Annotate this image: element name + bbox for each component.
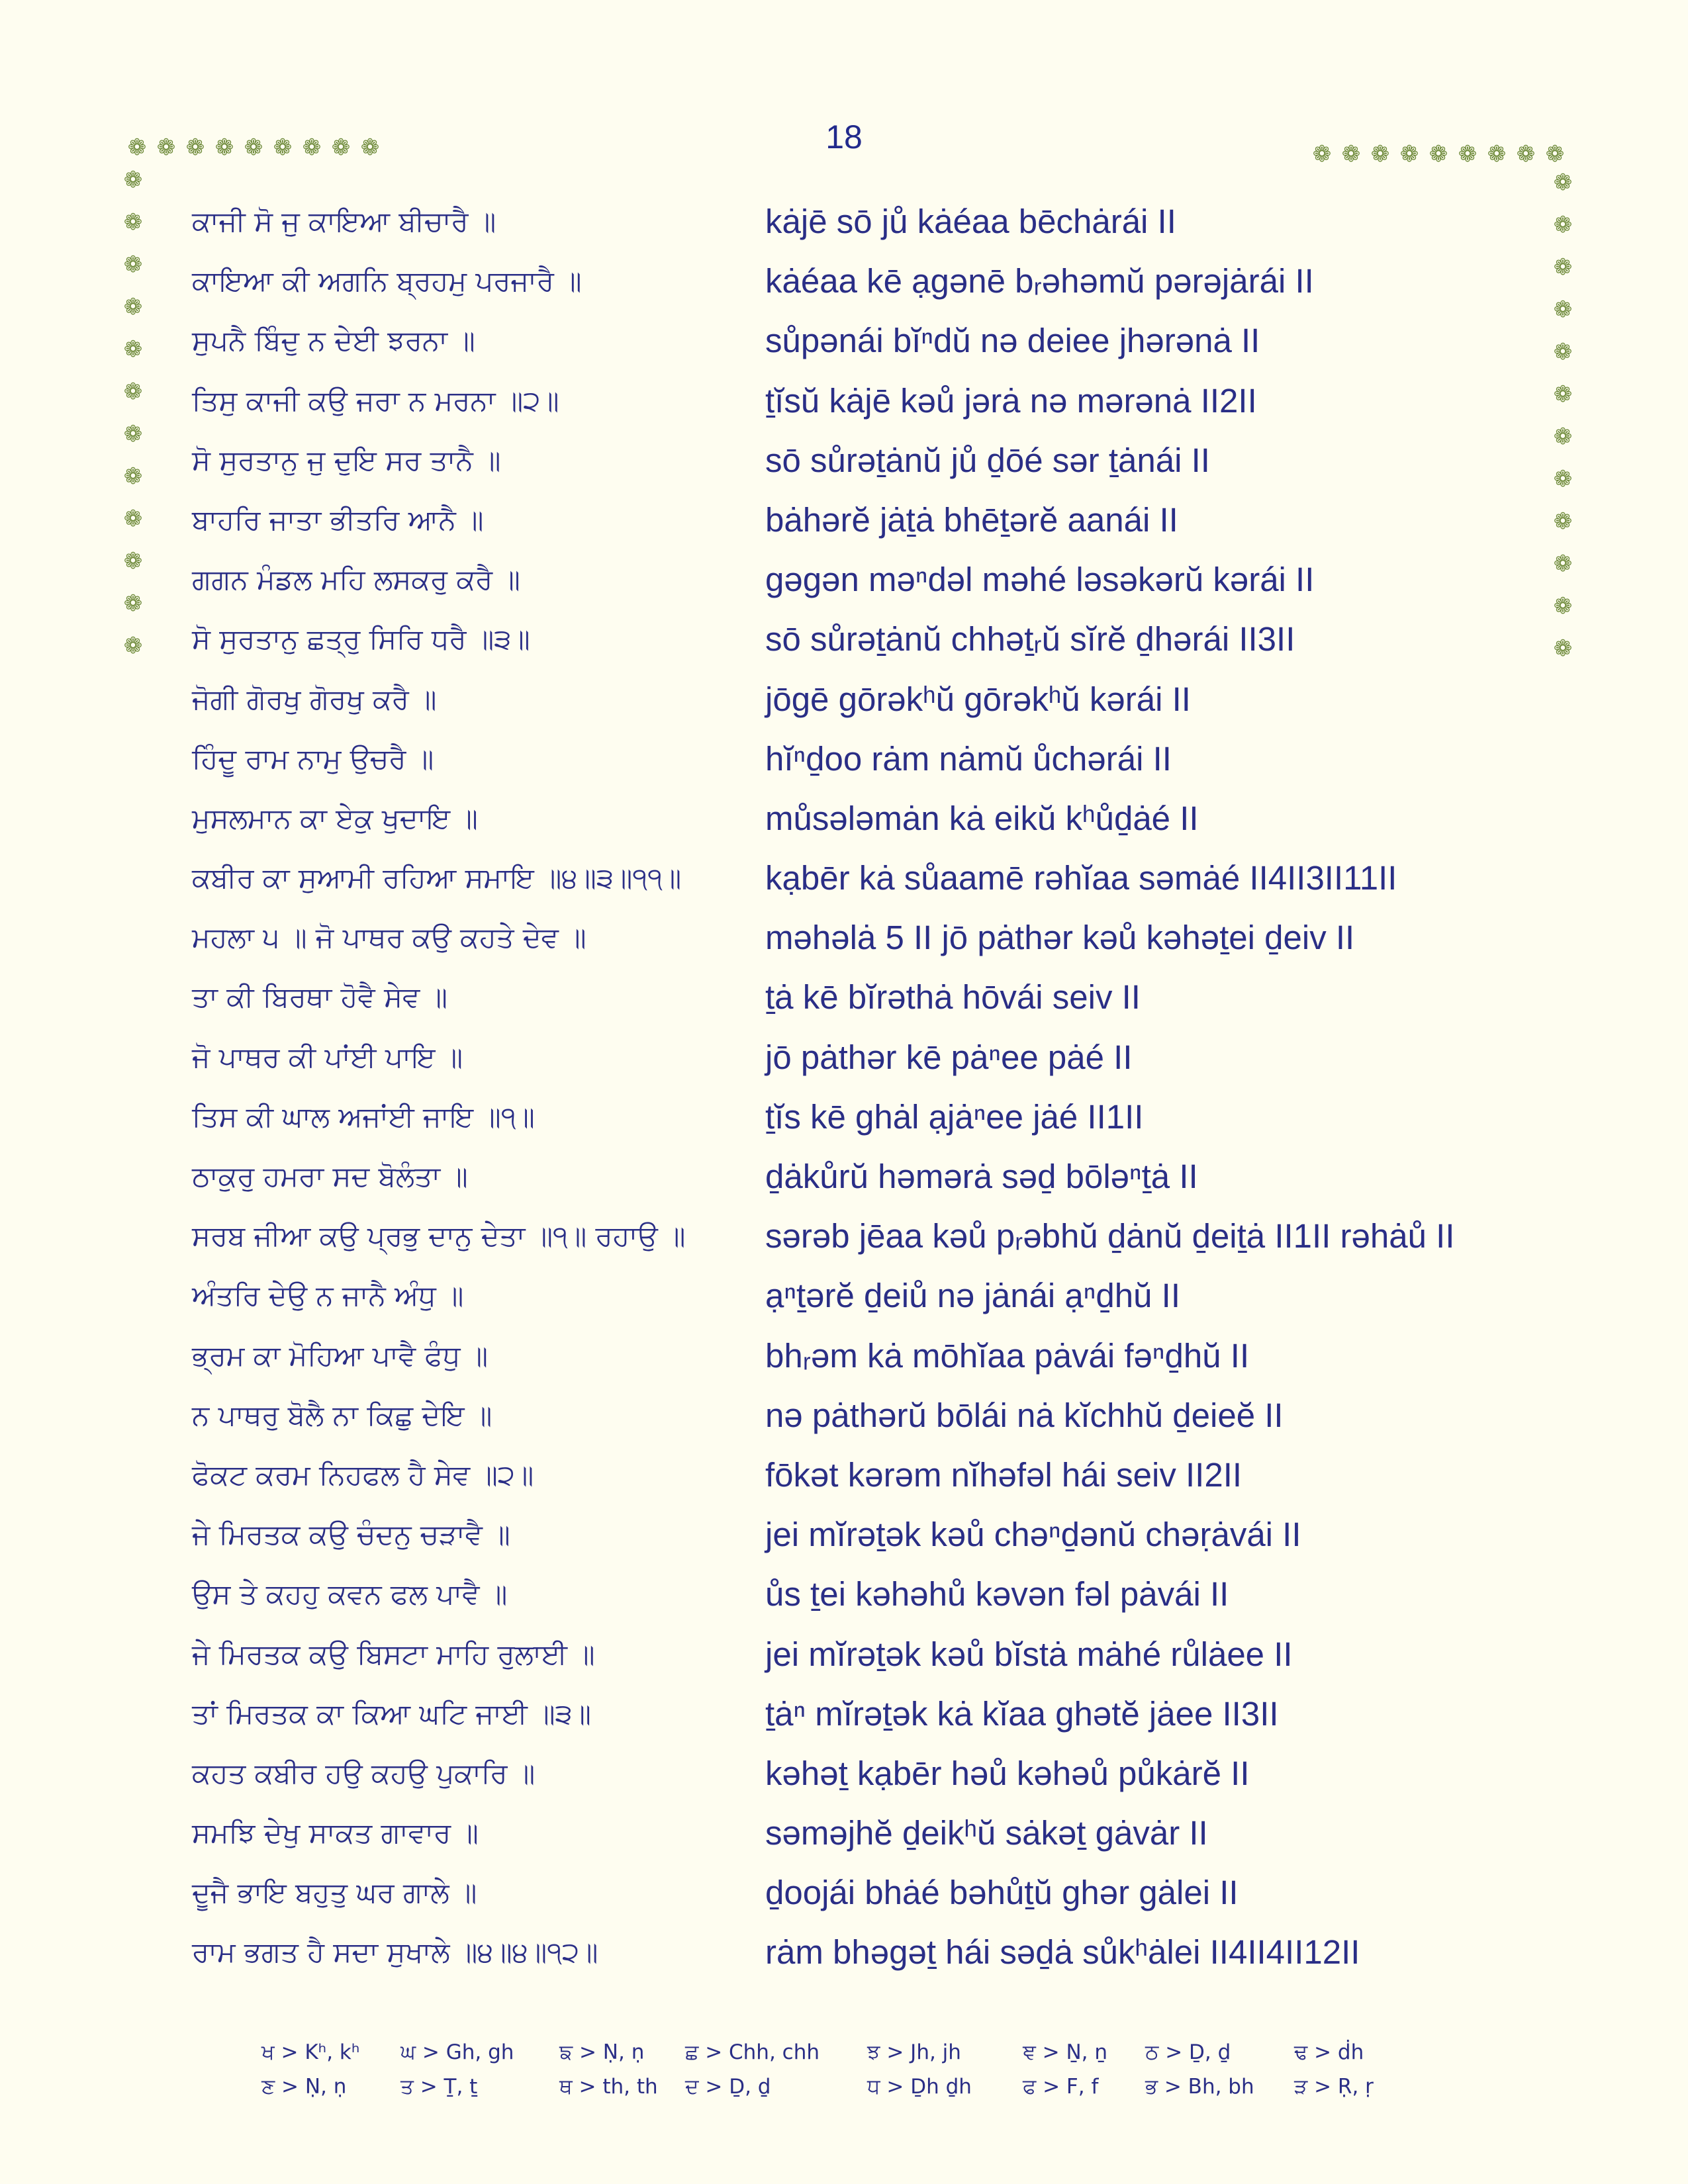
verse-row — [0, 1326, 1688, 1386]
verse-row — [0, 1565, 1688, 1624]
transliteration-line: kȧjē sō jů kȧéaa bēchȧrái II — [765, 203, 1176, 240]
transliteration-line: bhᵣəm kȧ mōhĭaa pȧvái fəⁿḏhŭ II — [765, 1336, 1250, 1375]
flower-icon: ❁ — [123, 548, 143, 574]
gurmukhi-line: ਕਾਇਆ ਕੀ ਅਗਨਿ ਬ੍ਰਹਮੁ ਪਰਜਾਰੈ ॥ — [192, 265, 582, 298]
gurmukhi-line: ਕਾਜੀ ਸੋ ਜੁ ਕਾਇਆ ਬੀਚਾਰੈ ॥ — [192, 205, 496, 238]
legend-item: ਤ > Ṯ, ṯ — [400, 2075, 478, 2099]
transliteration-line: sərəb jēaa kəů pᵣəbhŭ ḏȧnŭ ḏeiṯȧ II1II rəhȧů II — [765, 1217, 1455, 1255]
gurmukhi-line: ਮੁਸਲਮਾਨ ਕਾ ਏਕੁ ਖੁਦਾਇ ॥ — [192, 801, 478, 835]
verse-row — [0, 371, 1688, 431]
transliteration-line: ṯȧⁿ mĭrəṯək kȧ kĭaa ghətĕ jȧee II3II — [765, 1694, 1279, 1733]
flower-icon: ❁ — [123, 379, 143, 405]
flower-icon: ❁ — [1553, 466, 1573, 492]
flower-icon: ❁ — [1399, 141, 1419, 167]
legend-row — [0, 2035, 1688, 2070]
flower-icon: ❁ — [1487, 141, 1507, 167]
gurmukhi-line: ਸੋ ਸੁਰਤਾਨੁ ਛਤ੍ਰੁ ਸਿਰਿ ਧਰੈ ॥੩॥ — [192, 623, 530, 656]
gurmukhi-line: ਕਬੀਰ ਕਾ ਸੁਆਮੀ ਰਹਿਆ ਸਮਾਇ ॥੪॥੩॥੧੧॥ — [192, 862, 682, 895]
transliteration-line: hĭⁿḏoo rȧm nȧmŭ ůchərái II — [765, 739, 1172, 778]
legend-item: ਢ > ḋh — [1294, 2040, 1364, 2064]
gurmukhi-line: ਕਹਤ ਕਬੀਰ ਹਉ ਕਹਉ ਪੁਕਾਰਿ ॥ — [192, 1756, 536, 1790]
flower-icon: ❁ — [123, 167, 143, 193]
flower-icon: ❁ — [360, 134, 380, 161]
gurmukhi-line: ਰਾਮ ਭਗਤ ਹੈ ਸਦਾ ਸੁਖਾਲੇ ॥੪॥੪॥੧੨॥ — [192, 1936, 598, 1969]
verse-row — [0, 1625, 1688, 1684]
transliteration-line: kȧéaa kē ạgənē bᵣəhəmŭ pərəjȧrái II — [765, 262, 1314, 300]
gurmukhi-line: ਸੁਪਨੈ ਬਿੰਦੁ ਨ ਦੇਈ ਝਰਨਾ ॥ — [192, 324, 475, 357]
transliteration-line: ḏȧkůrŭ həmərȧ səḏ bōləⁿṯȧ II — [765, 1158, 1198, 1195]
gurmukhi-line: ਤਾਂ ਮਿਰਤਕ ਕਾ ਕਿਆ ਘਟਿ ਜਾਈ ॥੩॥ — [192, 1697, 591, 1730]
transliteration-line: jei mĭrəṯək kəů bĭstȧ mȧhé růlȧee II — [765, 1635, 1293, 1673]
verse-row — [0, 1087, 1688, 1147]
flower-icon: ❁ — [1341, 141, 1361, 167]
legend-item: ੜ > Ṛ, ṛ — [1294, 2075, 1374, 2099]
transliteration-line: sō sůrəṯȧnŭ chhəṯᵣŭ sĭrĕ ḏhərái II3II — [765, 620, 1295, 659]
flower-icon: ❁ — [331, 134, 351, 161]
verse-row — [0, 610, 1688, 669]
flower-icon: ❁ — [1553, 169, 1573, 196]
transliteration-line: kəhəṯ kạbēr həů kəhəů půkȧrĕ II — [765, 1754, 1250, 1792]
legend-item: ਛ > Chh, chh — [685, 2040, 820, 2064]
verse-row — [0, 1505, 1688, 1565]
flower-icon: ❁ — [1553, 381, 1573, 408]
verse-row — [0, 1266, 1688, 1326]
gurmukhi-line: ਤਾ ਕੀ ਬਿਰਥਾ ਹੋਵੈ ਸੇਵ ॥ — [192, 981, 447, 1014]
flower-icon: ❁ — [1516, 141, 1536, 167]
verse-row — [0, 1863, 1688, 1923]
flower-icon: ❁ — [302, 134, 322, 161]
verse-row — [0, 968, 1688, 1027]
verse-row — [0, 431, 1688, 490]
transliteration-line: ḏoojái bhȧé bəhůṯŭ ghər gȧlei II — [765, 1874, 1239, 1912]
legend-item: ਠ > Ḏ, ḏ — [1145, 2040, 1231, 2064]
transliteration-line: můsələmȧn kȧ eikŭ kʰůḏȧé II — [765, 799, 1199, 837]
verse-row — [0, 1803, 1688, 1863]
transliteration-line: bȧhərĕ jȧṯȧ bhēṯərĕ aanái II — [765, 500, 1178, 539]
transliteration-line: jō pȧthər kē pȧⁿee pȧé II — [765, 1038, 1133, 1076]
verse-row — [0, 789, 1688, 848]
legend-row — [0, 2070, 1688, 2104]
flower-icon: ❁ — [123, 633, 143, 659]
flower-icon: ❁ — [127, 134, 147, 161]
legend-item: ਝ > Jh, jh — [867, 2040, 961, 2064]
gurmukhi-line: ਅੰਤਰਿ ਦੇਉ ਨ ਜਾਨੈ ਅੰਧੁ ॥ — [192, 1279, 464, 1312]
verse-row — [0, 908, 1688, 968]
legend-item: ਫ > F, f — [1023, 2075, 1099, 2099]
transliteration-line: gəgən məⁿdəl məhé ləsəkərŭ kərái II — [765, 561, 1315, 599]
transliteration-line: jei mĭrəṯək kəů chəⁿḏənŭ chəṛȧvái II — [765, 1516, 1301, 1554]
gurmukhi-line: ਤਿਸ ਕੀ ਘਾਲ ਅਜਾਂਈ ਜਾਇ ॥੧॥ — [192, 1100, 535, 1133]
flower-icon: ❁ — [214, 134, 234, 161]
flower-icon: ❁ — [123, 421, 143, 447]
legend-item: ਘ > Gh, gh — [400, 2040, 514, 2064]
flower-icon: ❁ — [1553, 424, 1573, 450]
flower-icon: ❁ — [123, 336, 143, 363]
gurmukhi-line: ਉਸ ਤੇ ਕਹਹੁ ਕਵਨ ਫਲ ਪਾਵੈ ॥ — [192, 1578, 508, 1611]
transliteration-line: nə pȧthərŭ bōlái nȧ kĭchhŭ ḏeieĕ II — [765, 1396, 1284, 1434]
flower-icon: ❁ — [1312, 141, 1332, 167]
transliteration-line: sůpənái bĭⁿdŭ nə deiee jhərənȧ II — [765, 322, 1260, 360]
flower-icon: ❁ — [156, 134, 176, 161]
flower-icon: ❁ — [123, 506, 143, 532]
gurmukhi-line: ਜੇ ਮਿਰਤਕ ਕਉ ਬਿਸਟਾ ਮਾਹਿ ਰੁਲਾਈ ॥ — [192, 1637, 595, 1670]
gurmukhi-line: ਬਾਹਰਿ ਜਾਤਾ ਭੀਤਰਿ ਆਨੈ ॥ — [192, 503, 484, 536]
verse-list — [0, 192, 1688, 1983]
flower-icon: ❁ — [1553, 254, 1573, 281]
verse-row — [0, 311, 1688, 371]
flower-icon: ❁ — [123, 209, 143, 236]
flower-icon: ❁ — [1370, 141, 1390, 167]
verse-row — [0, 251, 1688, 311]
flower-icon: ❁ — [1553, 593, 1573, 619]
verse-row — [0, 1028, 1688, 1087]
gurmukhi-line: ਨ ਪਾਥਰੁ ਬੋਲੈ ਨਾ ਕਿਛੁ ਦੇਇ ॥ — [192, 1398, 492, 1432]
legend-item: ਣ > Ṇ, ṇ — [261, 2075, 347, 2099]
gurmukhi-line: ਠਾਕੁਰੁ ਹਮਰਾ ਸਦ ਬੋਲੰਤਾ ॥ — [192, 1160, 468, 1193]
transliteration-line: ṯȧ kē bĭrəthȧ hōvái seiv II — [765, 978, 1141, 1017]
transliteration-line: ůs ṯei kəhəhů kəvən fəl pȧvái II — [765, 1575, 1229, 1614]
verse-row — [0, 550, 1688, 610]
gurmukhi-line: ਜੋ ਪਾਥਰ ਕੀ ਪਾਂਈ ਪਾਇ ॥ — [192, 1040, 463, 1073]
transliteration-line: ṯĭsŭ kȧjē kəů jərȧ nə mərənȧ II2II — [765, 381, 1257, 420]
flower-icon: ❁ — [1553, 635, 1573, 662]
gurmukhi-line: ਗਗਨ ਮੰਡਲ ਮਹਿ ਲਸਕਰੁ ਕਰੈ ॥ — [192, 563, 520, 596]
gurmukhi-line: ਜੇ ਮਿਰਤਕ ਕਉ ਚੰਦਨੁ ਚੜਾਵੈ ॥ — [192, 1518, 510, 1551]
flower-icon: ❁ — [1553, 296, 1573, 323]
flower-icon: ❁ — [123, 463, 143, 490]
flower-icon: ❁ — [123, 251, 143, 278]
gurmukhi-line: ਫੋਕਟ ਕਰਮ ਨਿਹਫਲ ਹੈ ਸੇਵ ॥੨॥ — [192, 1458, 534, 1491]
flower-icon: ❁ — [1553, 212, 1573, 238]
flower-icon: ❁ — [273, 134, 293, 161]
flower-icon: ❁ — [123, 294, 143, 320]
verse-row — [0, 1206, 1688, 1266]
flower-icon: ❁ — [1545, 141, 1565, 167]
transliteration-line: ạⁿṯərĕ ḏeiů nə jȧnái ạⁿḏhŭ II — [765, 1277, 1180, 1315]
transliteration-line: sō sůrəṯȧnŭ jů ḏōé sər ṯȧnái II — [765, 441, 1210, 479]
verse-row — [0, 1445, 1688, 1505]
transliteration-line: fōkət kərəm nĭhəfəl hái seiv II2II — [765, 1455, 1243, 1494]
page-number: 18 — [825, 118, 863, 156]
gurmukhi-line: ਤਿਸੁ ਕਾਜੀ ਕਉ ਜਰਾ ਨ ਮਰਨਾ ॥੨॥ — [192, 384, 559, 417]
verse-row — [0, 1386, 1688, 1445]
transliteration-legend — [0, 2035, 1688, 2104]
flower-icon: ❁ — [1429, 141, 1448, 167]
gurmukhi-line: ਸਰਬ ਜੀਆ ਕਉ ਪ੍ਰਭੁ ਦਾਨੁ ਦੇਤਾ ॥੧॥ ਰਹਾਉ ॥ — [192, 1220, 686, 1253]
top-left-flower-border — [123, 134, 384, 161]
legend-item: ਭ > Bh, bh — [1145, 2075, 1254, 2099]
transliteration-line: jōgē gōrəkʰŭ gōrəkʰŭ kərái II — [765, 680, 1191, 718]
flower-icon: ❁ — [1458, 141, 1477, 167]
gurmukhi-line: ਜੋਗੀ ਗੋਰਖੁ ਗੋਰਖੁ ਕਰੈ ॥ — [192, 682, 437, 715]
verse-row — [0, 670, 1688, 729]
flower-icon: ❁ — [1553, 551, 1573, 577]
transliteration-line: səməjhĕ ḏeikʰŭ sȧkəṯ gȧvȧr II — [765, 1814, 1208, 1852]
gurmukhi-line: ਮਹਲਾ ੫ ॥ ਜੋ ਪਾਥਰ ਕਉ ਕਹਤੇ ਦੇਵ ॥ — [192, 921, 586, 954]
transliteration-line: kạbēr kȧ sůaamē rəhĭaa səmȧé II4II3II11II — [765, 859, 1397, 897]
gurmukhi-line: ਦੂਜੈ ਭਾਇ ਬਹੁਤੁ ਘਰ ਗਾਲੇ ॥ — [192, 1876, 477, 1909]
legend-item: ਧ > Ḏh ḏh — [867, 2075, 972, 2099]
verse-row — [0, 490, 1688, 550]
transliteration-line: məhəlȧ 5 II jō pȧthər kəů kəhəṯei ḏeiv II — [765, 919, 1355, 957]
flower-icon: ❁ — [1553, 339, 1573, 365]
flower-icon: ❁ — [185, 134, 205, 161]
legend-item: ਥ > th, th — [559, 2075, 658, 2099]
verse-row — [0, 1147, 1688, 1206]
verse-row — [0, 1744, 1688, 1803]
legend-item: ਞ > Ṉ, ṉ — [1023, 2040, 1108, 2064]
flower-icon: ❁ — [123, 590, 143, 617]
gurmukhi-line: ਸਮਝਿ ਦੇਖੁ ਸਾਕਤ ਗਾਵਾਰ ॥ — [192, 1817, 479, 1850]
legend-item: ਦ > Ḏ, ḏ — [685, 2075, 771, 2099]
transliteration-line: rȧm bhəgəṯ hái səḏȧ sůkʰȧlei II4II4II12II — [765, 1933, 1360, 1972]
top-right-flower-border — [1308, 140, 1569, 168]
verse-row — [0, 1923, 1688, 1982]
flower-icon: ❁ — [244, 134, 263, 161]
legend-item: ਙ > Ṇ, ṇ — [559, 2040, 645, 2064]
transliteration-line: ṯĭs kē ghȧl ạjȧⁿee jȧé II1II — [765, 1097, 1144, 1136]
verse-row — [0, 192, 1688, 251]
gurmukhi-line: ਸੋ ਸੁਰਤਾਨੁ ਜੁ ਦੁਇ ਸਰ ਤਾਨੈ ॥ — [192, 443, 501, 477]
flower-icon: ❁ — [1553, 508, 1573, 535]
gurmukhi-line: ਹਿੰਦੂ ਰਾਮ ਨਾਮੁ ਉਚਰੈ ॥ — [192, 742, 434, 775]
verse-row — [0, 1684, 1688, 1744]
verse-row — [0, 729, 1688, 789]
gurmukhi-line: ਭ੍ਰਮ ਕਾ ਮੋਹਿਆ ਪਾਵੈ ਫੰਧੁ ॥ — [192, 1339, 489, 1372]
verse-row — [0, 848, 1688, 908]
legend-item: ਖ > Kʰ, kʰ — [261, 2040, 360, 2064]
